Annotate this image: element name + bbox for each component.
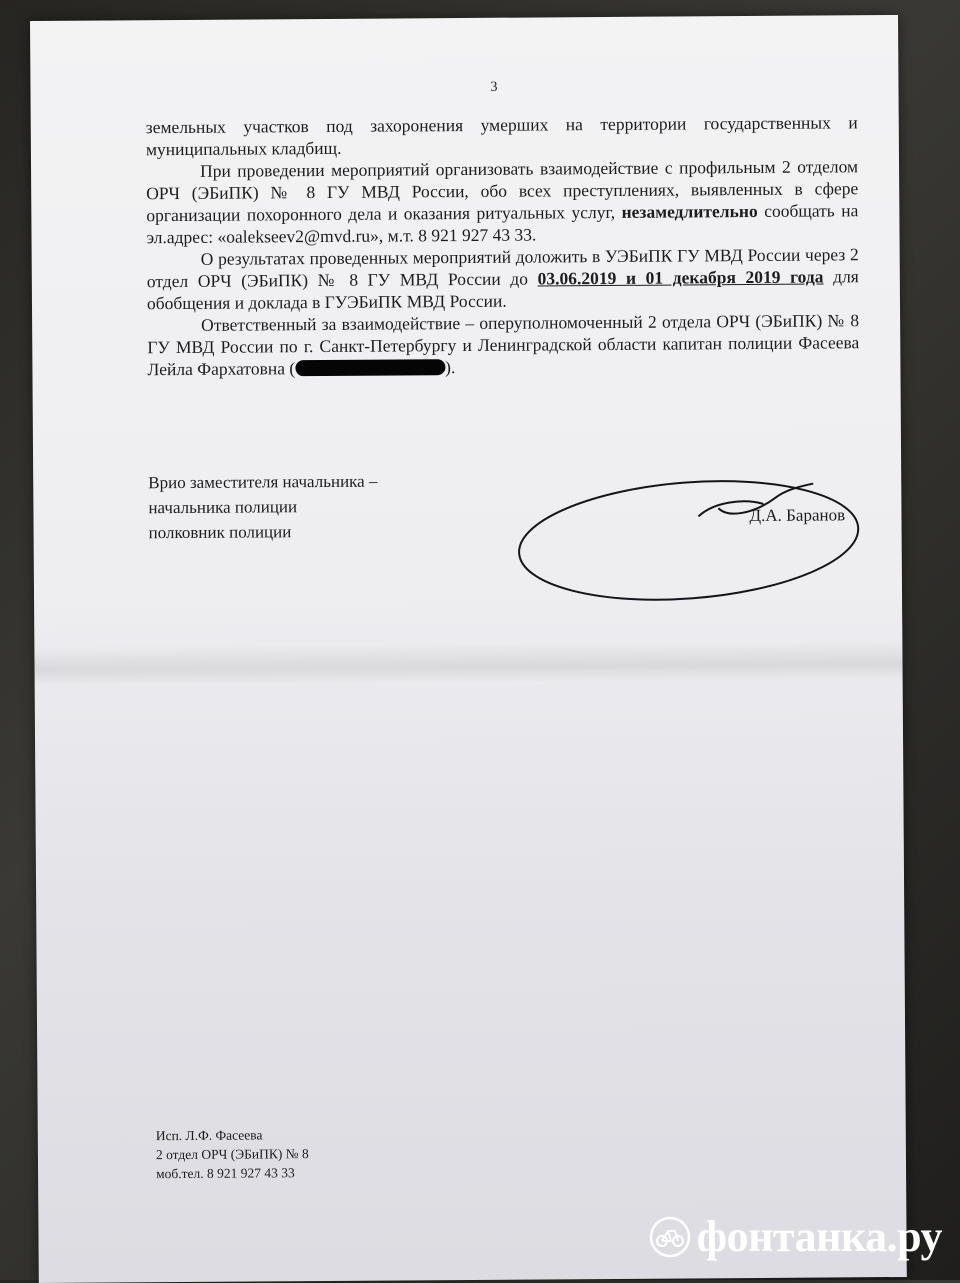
watermark-text: фонтанка.ру [696,1212,942,1261]
paragraph-report [147,243,859,314]
redacted-phone-block [295,359,445,376]
paragraph-burial-plots: земельных участков под захоронения умерших на территории государственных и муниципальных кладбищ. [145,112,858,160]
bicycle-logo-icon [649,1216,691,1258]
executor-line-1: Исп. Л.Ф. Фасеева [155,1127,263,1144]
paragraph-report-tail: для обобщения и доклада в ГУЭБиПК МВД России. [146,266,859,314]
immediately-bold-text: незамедлительно [621,200,758,222]
signature-title-line-1: Врио заместителя начальника – [148,471,378,493]
executor-line-3: моб.тел. 8 921 927 43 33 [156,1165,295,1182]
signature-title-block [148,469,378,546]
paragraph-interaction [146,155,859,248]
signer-name: Д.А. Баранов [749,505,846,526]
paragraph-responsible-tail: ). [445,357,456,378]
report-deadline-dates: 03.06.2019 и 01 декабря 2019 года [537,266,824,289]
document-page [30,15,907,1283]
executor-line-2: 2 отдел ОРЧ (ЭБиПК) № 8 [155,1146,309,1163]
paragraph-interaction-contact: сообщать на эл.адрес: «oalekseev2@mvd.ru», м.т. 8 921 927 43 33. [146,200,859,248]
paragraph-responsible-text: Ответственный за взаимодействие – оперуполномоченный 2 отдела ОРЧ (ЭБиПК) № 8 ГУ МВД России по г. Санкт-Петербургу и Ленинградской области капитан полиции Фасеева Лейла Фархатовна ( [147,310,860,380]
signature-title-line-3: полковник полиции [148,522,292,543]
signature-title-line-2: начальника полиции [148,497,298,518]
document-body [146,111,860,380]
paragraph-report-text: О результатах проведенных мероприятий доложить в УЭБиПК ГУ МВД России через 2 отдел ОРЧ (ЭБиПК) № 8 ГУ МВД России до [146,244,859,292]
executor-block [156,1125,309,1183]
signature-scribble-icon [513,457,874,610]
paragraph-interaction-text: При проведении мероприятий организовать взаимодействие с профильным 2 отделом ОРЧ (ЭБиПК) № 8 ГУ МВД России, обо всех преступлениях, выявленных в сфере организации похоронного дела и оказания ритуальных услуг, [146,156,859,226]
page-number: 3 [490,79,498,95]
paper-fold-shadow [34,640,902,686]
watermark [649,1211,942,1262]
paragraph-responsible [147,309,859,380]
